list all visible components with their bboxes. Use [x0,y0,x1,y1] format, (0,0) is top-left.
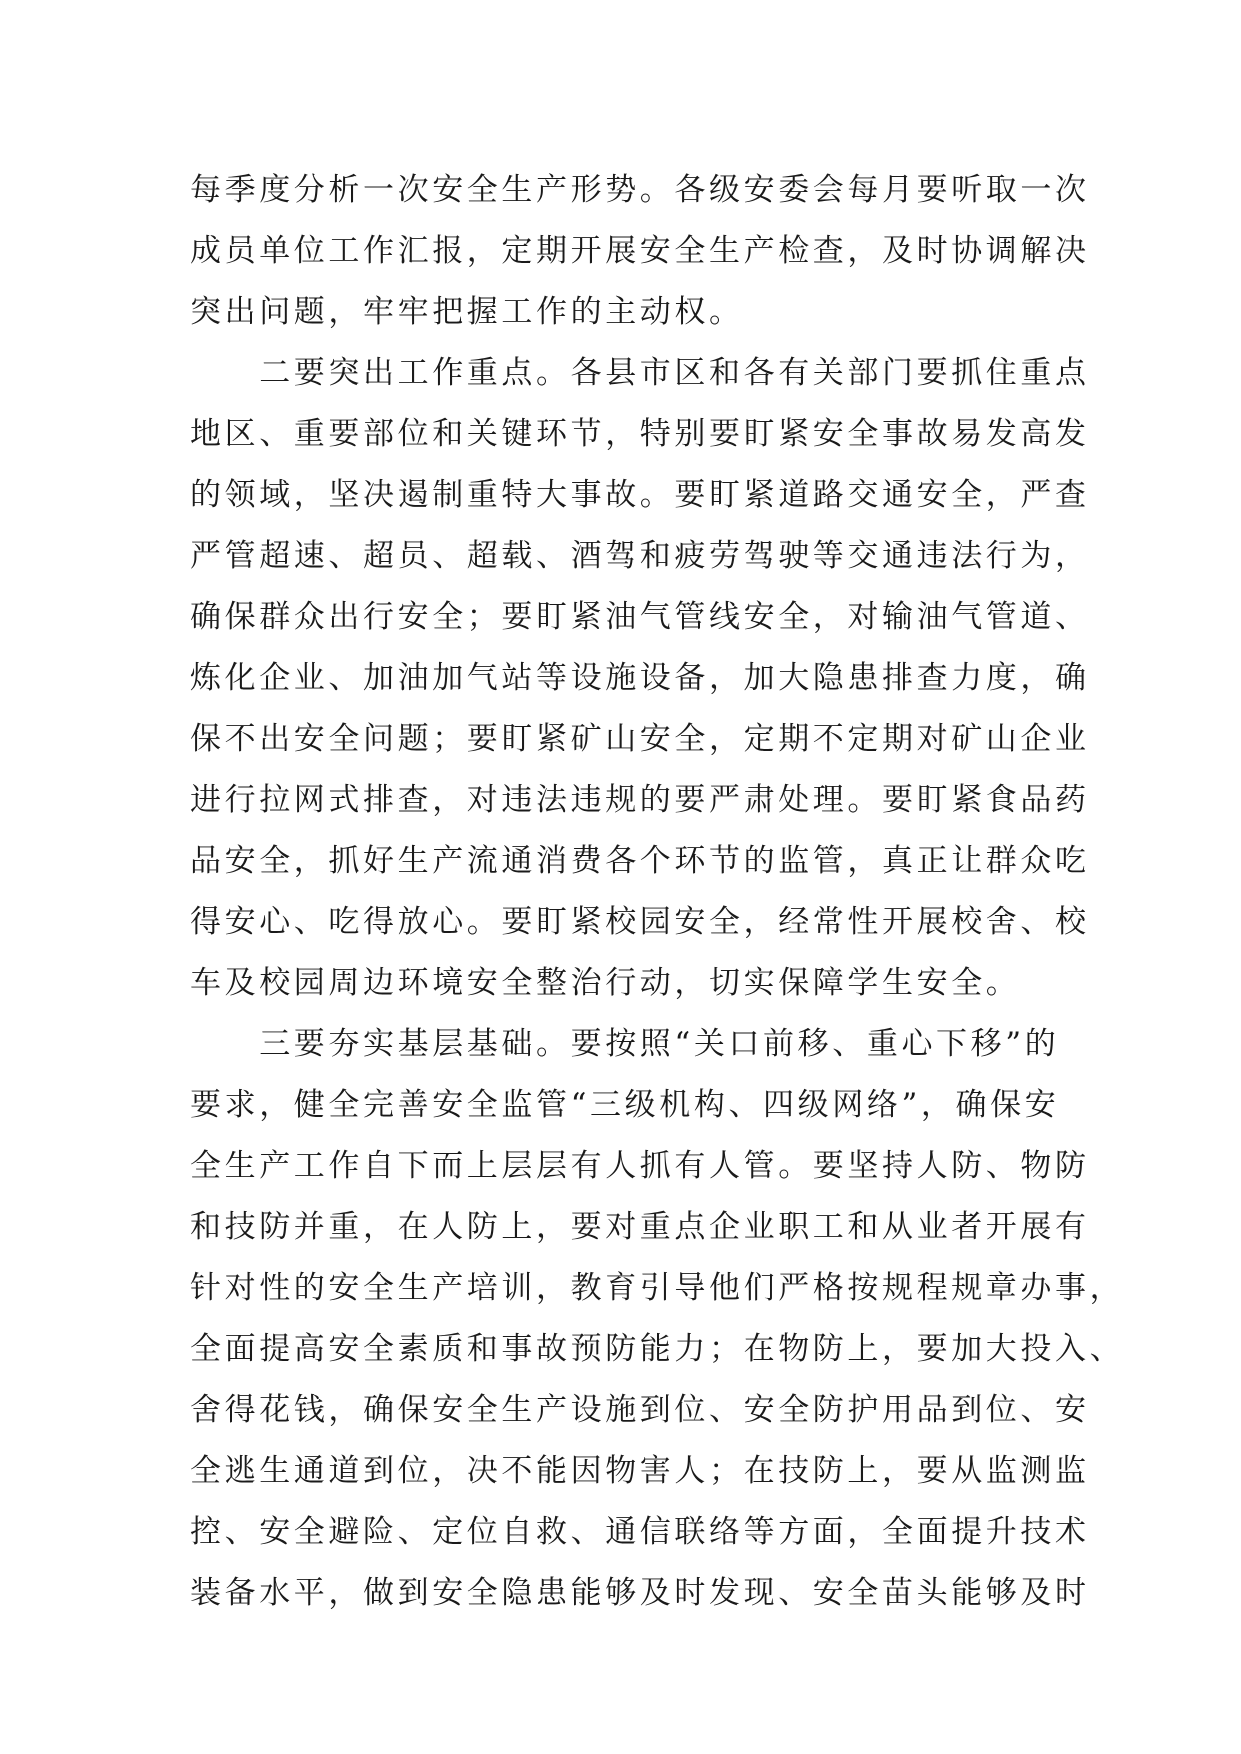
text-line: 全面提高安全素质和事故预防能力；在物防上，要加大投入、 [190,1331,1125,1367]
text-line: 保不出安全问题；要盯紧矿山安全，定期不定期对矿山企业 [190,721,1090,757]
text-line: 针对性的安全生产培训，教育引导他们严格按规程规章办事， [190,1270,1125,1306]
text-line: 舍得花钱，确保安全生产设施到位、安全防护用品到位、安 [190,1392,1090,1428]
body-text [190,160,1125,1624]
text-line: 全逃生通道到位，决不能因物害人；在技防上，要从监测监 [190,1453,1090,1489]
text-line: 三要夯实基层基础。要按照“关口前移、重心下移”的 [190,1026,1060,1062]
text-line: 进行拉网式排查，对违法违规的要严肃处理。要盯紧食品药 [190,782,1090,818]
text-line: 严管超速、超员、超载、酒驾和疲劳驾驶等交通违法行为， [190,538,1090,574]
text-line: 得安心、吃得放心。要盯紧校园安全，经常性开展校舍、校 [190,904,1090,940]
text-line: 装备水平，做到安全隐患能够及时发现、安全苗头能够及时 [190,1575,1090,1611]
text-line: 地区、重要部位和关键环节，特别要盯紧安全事故易发高发 [190,416,1090,452]
text-line: 突出问题，牢牢把握工作的主动权。 [190,294,744,330]
text-line: 成员单位工作汇报，定期开展安全生产检查，及时协调解决 [190,233,1090,269]
text-line: 全生产工作自下而上层层有人抓有人管。要坚持人防、物防 [190,1148,1090,1184]
text-line: 的领域，坚决遏制重特大事故。要盯紧道路交通安全，严查 [190,477,1090,513]
text-line: 确保群众出行安全；要盯紧油气管线安全，对输油气管道、 [190,599,1090,635]
text-line: 和技防并重，在人防上，要对重点企业职工和从业者开展有 [190,1209,1090,1245]
text-line: 炼化企业、加油加气站等设施设备，加大隐患排查力度，确 [190,660,1090,696]
text-line: 车及校园周边环境安全整治行动，切实保障学生安全。 [190,965,1021,1001]
text-line: 要求，健全完善安全监管“三级机构、四级网络”，确保安 [190,1087,1060,1123]
text-line: 二要突出工作重点。各县市区和各有关部门要抓住重点 [190,355,1090,391]
text-line: 品安全，抓好生产流通消费各个环节的监管，真正让群众吃 [190,843,1090,879]
text-line: 每季度分析一次安全生产形势。各级安委会每月要听取一次 [190,172,1090,208]
text-line: 控、安全避险、定位自救、通信联络等方面，全面提升技术 [190,1514,1090,1550]
